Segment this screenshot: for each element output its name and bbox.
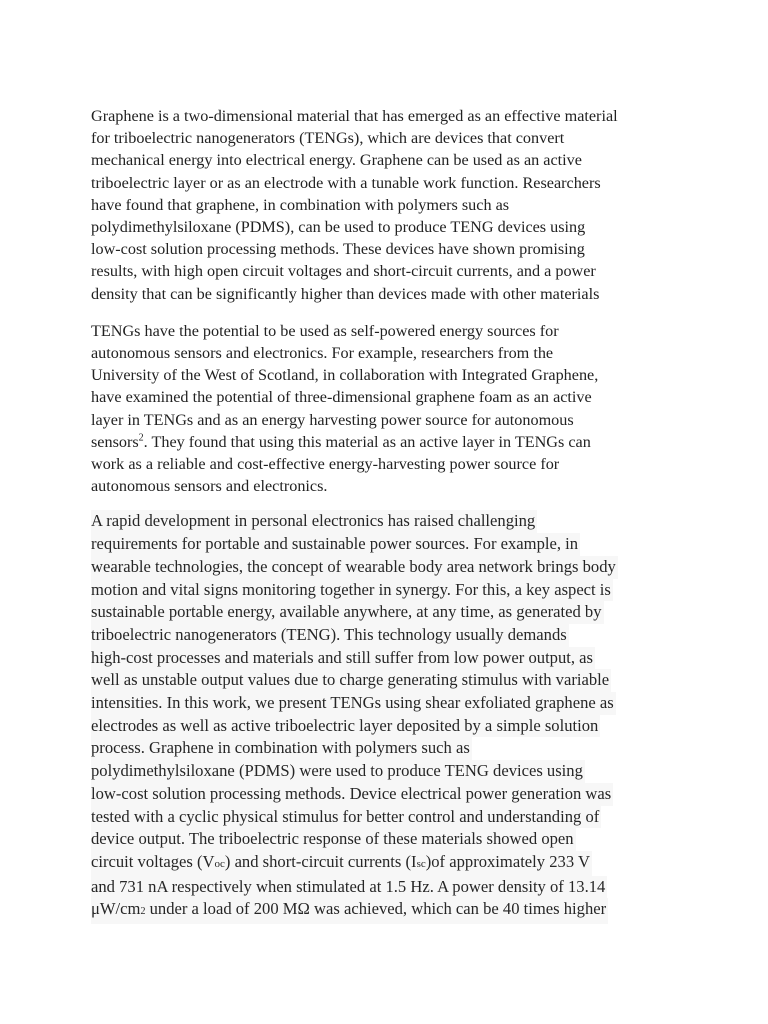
text-line: have found that graphene, in combination with polymers such as	[91, 195, 510, 214]
text-line	[91, 431, 691, 453]
text-line: have examined the potential of three-dimensional graphene foam as an active	[91, 388, 592, 407]
text-line: results, with high open circuit voltages and short-circuit currents, and a power	[91, 262, 596, 281]
text-line: high-cost processes and materials and still suffer from low power output, as	[91, 647, 595, 670]
text-fragment: ) and short-circuit currents (I	[224, 852, 417, 871]
text-line: Graphene is a two-dimensional material that has emerged as an effective material	[91, 107, 618, 125]
text-line: device output. The triboelectric response of these materials showed open	[91, 828, 576, 851]
text-line: work as a reliable and cost-effective energy-harvesting power source for	[91, 455, 560, 474]
text-line: autonomous sensors and electronics.	[91, 477, 328, 496]
text-fragment: )of approximately 233 V	[425, 852, 590, 871]
text-fragment: . They found that using this material as an active layer in TENGs can	[143, 432, 591, 451]
text-line: motion and vital signs monitoring together in synergy. For this, a key aspect is	[91, 579, 613, 602]
text-line: autonomous sensors and electronics. For example, researchers from the	[91, 344, 554, 363]
text-line: sustainable portable energy, available anywhere, at any time, as generated by	[91, 601, 604, 624]
text-line: triboelectric nanogenerators (TENG). This technology usually demands	[91, 624, 569, 647]
text-line: requirements for portable and sustainable power sources. For example, in	[91, 533, 580, 556]
text-line: low-cost solution processing methods. Device electrical power generation was	[91, 783, 613, 806]
text-line: process. Graphene in combination with polymers such as	[91, 737, 472, 760]
paragraph-abstract-quote	[91, 510, 691, 924]
document-page	[91, 105, 691, 942]
text-line: tested with a cyclic physical stimulus for better control and understanding of	[91, 806, 601, 829]
text-line: mechanical energy into electrical energy. Graphene can be used as an active	[91, 151, 582, 170]
text-fragment: μW/cm	[91, 899, 141, 919]
text-fragment: circuit voltages (V	[91, 852, 215, 871]
text-line: well as unstable output values due to charge generating stimulus with variable	[91, 669, 611, 692]
voc-subscript: oc	[214, 858, 225, 870]
text-line: wearable technologies, the concept of wearable body area network brings body	[91, 556, 618, 579]
unit-subscript: 2	[140, 906, 146, 918]
text-line: for triboelectric nanogenerators (TENGs), which are devices that convert	[91, 129, 565, 148]
text-line: A rapid development in personal electronics has raised challenging	[91, 510, 537, 533]
isc-subscript: sc	[416, 858, 426, 870]
text-line	[91, 851, 592, 876]
text-line: low-cost solution processing methods. These devices have shown promising	[91, 240, 585, 259]
paragraph-graphene-intro	[91, 105, 691, 305]
text-line: University of the West of Scotland, in collaboration with Integrated Graphene,	[91, 366, 599, 385]
text-fragment: sensors	[91, 432, 139, 451]
text-line: triboelectric layer or as an electrode with a tunable work function. Researchers	[91, 173, 601, 192]
citation-superscript: 2	[138, 432, 144, 444]
text-line: layer in TENGs and as an energy harvesting power source for autonomous	[91, 410, 574, 429]
text-line: polydimethylsiloxane (PDMS), can be used to produce TENG devices using	[91, 218, 586, 237]
text-fragment: under a load of 200 MΩ was achieved, which can be 40 times higher	[145, 899, 607, 919]
text-line: and 731 nA respectively when stimulated at 1.5 Hz. A power density of 13.14	[91, 876, 607, 899]
text-line: electrodes as well as active triboelectric layer deposited by a simple solution	[91, 715, 600, 738]
text-line: TENGs have the potential to be used as self-powered energy sources for	[91, 321, 559, 340]
text-line: intensities. In this work, we present TENGs using shear exfoliated graphene as	[91, 692, 616, 715]
text-line	[91, 898, 608, 924]
text-line: density that can be significantly higher than devices made with other materials	[91, 284, 600, 303]
text-line: polydimethylsiloxane (PDMS) were used to produce TENG devices using	[91, 760, 585, 783]
paragraph-teng-applications	[91, 320, 691, 498]
